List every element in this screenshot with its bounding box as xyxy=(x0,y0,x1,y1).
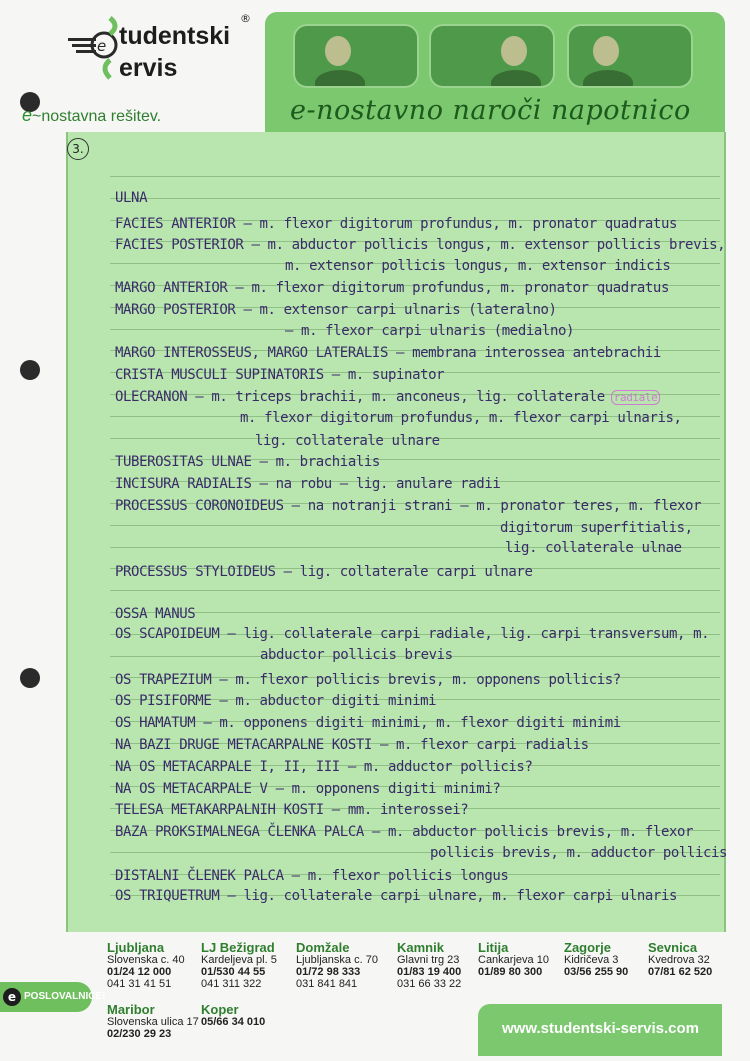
header-photo xyxy=(567,24,693,88)
office-phone: 01/83 19 400 xyxy=(397,966,462,978)
note-line xyxy=(115,454,380,470)
note-text: BAZA PROKSIMALNEGA ČLENKA PALCA – m. abductor pollicis brevis, m. flexor xyxy=(115,824,694,840)
note-text: pollicis brevis, m. adductor pollicis xyxy=(430,845,728,861)
e-circle-icon: e xyxy=(3,988,21,1006)
note-line xyxy=(500,520,693,536)
office-name: Litija xyxy=(478,940,509,955)
note-line xyxy=(115,672,621,688)
note-text: OS TRIQUETRUM – lig. collaterale carpi ulnare, m. flexor carpi ulnaris xyxy=(115,888,678,904)
note-line xyxy=(115,216,677,232)
office-addr: Kvedrova 32 xyxy=(648,954,710,966)
note-text: TELESA METAKARPALNIH KOSTI – mm. interossei? xyxy=(115,802,469,818)
office-phone: 01/72 98 333 xyxy=(296,966,361,978)
note-text: m. flexor digitorum profundus, m. flexor carpi ulnaris, xyxy=(240,410,682,426)
office-name: Domžale xyxy=(296,940,350,955)
note-line xyxy=(115,302,557,318)
punch-hole xyxy=(20,668,40,688)
office-entry xyxy=(397,942,461,990)
brand-line-1: tudentski xyxy=(119,22,231,50)
note-line xyxy=(115,498,701,514)
note-text: FACIES ANTERIOR – m. flexor digitorum profundus, m. pronator quadratus xyxy=(115,216,678,232)
poslovalnice-label: POSLOVALNICE! xyxy=(24,991,106,1002)
note-highlight: radiale xyxy=(611,390,661,405)
office-phone: 03/56 255 90 xyxy=(564,966,629,978)
office-name: Ljubljana xyxy=(107,940,165,955)
note-line xyxy=(285,258,670,274)
office-phone: 01/530 44 55 xyxy=(201,966,266,978)
note-text: MARGO INTEROSSEUS, MARGO LATERALIS – membrana interossea antebrachii xyxy=(115,345,661,361)
note-text: lig. collaterale ulnae xyxy=(505,540,682,556)
office-phone: 01/24 12 000 xyxy=(107,966,172,978)
studentski-servis-logo xyxy=(66,12,276,90)
office-entry xyxy=(201,942,277,990)
svg-text:e: e xyxy=(97,37,107,55)
office-name: Koper xyxy=(201,1002,239,1017)
office-entry xyxy=(296,942,378,990)
note-text: OS SCAPOIDEUM – lig. collaterale carpi radiale, lig. carpi transversum, m. xyxy=(115,626,710,642)
header-photo xyxy=(293,24,419,88)
note-text: – m. flexor carpi ulnaris (medialno) xyxy=(285,323,575,339)
note-text: DISTALNI ČLENEK PALCA – m. flexor pollicis longus xyxy=(115,868,509,884)
note-line xyxy=(115,606,195,622)
note-line xyxy=(115,389,660,405)
office-fax: 041 311 322 xyxy=(201,978,262,990)
note-line xyxy=(115,693,436,709)
note-text: TUBEROSITAS ULNAE – m. brachialis xyxy=(115,454,380,470)
office-entry xyxy=(201,1004,265,1028)
page-number: 3. xyxy=(67,138,89,160)
note-text: OS PISIFORME – m. abductor digiti minimi xyxy=(115,693,437,709)
note-line xyxy=(115,802,468,818)
office-addr: Kidričeva 3 xyxy=(564,954,619,966)
punch-hole xyxy=(20,360,40,380)
note-text: lig. collaterale ulnare xyxy=(255,433,440,449)
note-line xyxy=(115,476,500,492)
office-addr: Kardeljeva pl. 5 xyxy=(201,954,277,966)
headline: e-nostavno naroči napotnico xyxy=(290,95,691,126)
note-line xyxy=(115,759,533,775)
note-text: INCISURA RADIALIS – na robu – lig. anulare radii xyxy=(115,476,501,492)
ruled-line xyxy=(110,612,720,613)
slogan-e: e xyxy=(22,105,33,125)
note-text: OSSA MANUS xyxy=(115,606,196,622)
office-fax: 031 841 841 xyxy=(296,978,358,990)
office-name: Sevnica xyxy=(648,940,698,955)
office-name: LJ Bežigrad xyxy=(201,940,275,955)
note-text: FACIES POSTERIOR – m. abductor pollicis longus, m. extensor pollicis brevis, xyxy=(115,237,726,253)
slogan-text: ~nostavna rešitev. xyxy=(32,108,162,125)
office-name: Kamnik xyxy=(397,940,444,955)
note-line xyxy=(115,715,621,731)
registered-mark: ® xyxy=(240,12,251,25)
note-line xyxy=(115,888,677,904)
note-line xyxy=(115,564,533,580)
note-line xyxy=(115,237,725,253)
note-line xyxy=(115,737,589,753)
ruled-line xyxy=(110,176,720,177)
note-line xyxy=(115,824,693,840)
note-text: PROCESSUS STYLOIDEUS – lig. collaterale carpi ulnare xyxy=(115,564,533,580)
office-addr: Glavni trg 23 xyxy=(397,954,460,966)
office-phone: 02/230 29 23 xyxy=(107,1028,172,1040)
header-photo xyxy=(429,24,555,88)
note-text: OLECRANON – m. triceps brachii, m. anconeus, lig. collaterale xyxy=(115,389,605,405)
brand-line-2: ervis xyxy=(119,54,178,82)
note-line xyxy=(115,190,147,206)
office-phone: 07/81 62 520 xyxy=(648,966,713,978)
note-line xyxy=(115,367,444,383)
note-text: NA OS METACARPALE V – m. opponens digiti minimi? xyxy=(115,781,501,797)
office-phone: 01/89 80 300 xyxy=(478,966,543,978)
office-addr: Cankarjeva 10 xyxy=(478,954,549,966)
office-fax: 031 66 33 22 xyxy=(397,978,462,990)
note-text: MARGO ANTERIOR – m. flexor digitorum profundus, m. pronator quadratus xyxy=(115,280,669,296)
note-text: CRISTA MUSCULI SUPINATORIS – m. supinator xyxy=(115,367,445,383)
logo-mark-icon xyxy=(66,12,126,82)
note-line xyxy=(505,540,682,556)
note-line xyxy=(115,781,500,797)
note-text: OS HAMATUM – m. opponens digiti minimi, m. flexor digiti minimi xyxy=(115,715,621,731)
office-addr: Slovenska c. 40 xyxy=(107,954,185,966)
note-text: ULNA xyxy=(115,190,148,206)
note-text: NA BAZI DRUGE METACARPALNE KOSTI – m. flexor carpi radialis xyxy=(115,737,589,753)
ruled-line xyxy=(110,198,720,199)
note-line xyxy=(115,868,508,884)
poslovalnice-tab xyxy=(0,982,106,1012)
note-line xyxy=(285,323,574,339)
office-addr: Slovenska ulica 17 xyxy=(107,1016,199,1028)
note-line xyxy=(260,647,453,663)
note-text: MARGO POSTERIOR – m. extensor carpi ulnaris (lateralno) xyxy=(115,302,557,318)
office-phone: 05/66 34 010 xyxy=(201,1016,266,1028)
office-entry xyxy=(564,942,628,978)
note-line xyxy=(430,845,727,861)
office-entry xyxy=(107,1004,199,1040)
office-entry xyxy=(648,942,712,978)
office-addr: Ljubljanska c. 70 xyxy=(296,954,378,966)
note-text: OS TRAPEZIUM – m. flexor pollicis brevis, m. opponens pollicis? xyxy=(115,672,621,688)
note-text: digitorum superfitialis, xyxy=(500,520,693,536)
office-entry xyxy=(478,942,549,978)
note-text: PROCESSUS CORONOIDEUS – na notranji strani – m. pronator teres, m. flexor xyxy=(115,498,702,514)
website-url: www.studentski-servis.com xyxy=(502,1020,700,1037)
note-line xyxy=(255,433,440,449)
note-text: NA OS METACARPALE I, II, III – m. adductor pollicis? xyxy=(115,759,533,775)
note-text: abductor pollicis brevis xyxy=(260,647,453,663)
website-banner xyxy=(478,1004,722,1056)
note-line xyxy=(115,345,661,361)
note-line xyxy=(115,626,709,642)
office-name: Maribor xyxy=(107,1002,155,1017)
office-name: Zagorje xyxy=(564,940,611,955)
office-fax: 041 31 41 51 xyxy=(107,978,172,990)
note-line xyxy=(240,410,682,426)
slogan xyxy=(22,105,161,126)
note-text: m. extensor pollicis longus, m. extensor indicis xyxy=(285,258,671,274)
office-entry xyxy=(107,942,185,990)
note-line xyxy=(115,280,669,296)
ruled-line xyxy=(110,590,720,591)
